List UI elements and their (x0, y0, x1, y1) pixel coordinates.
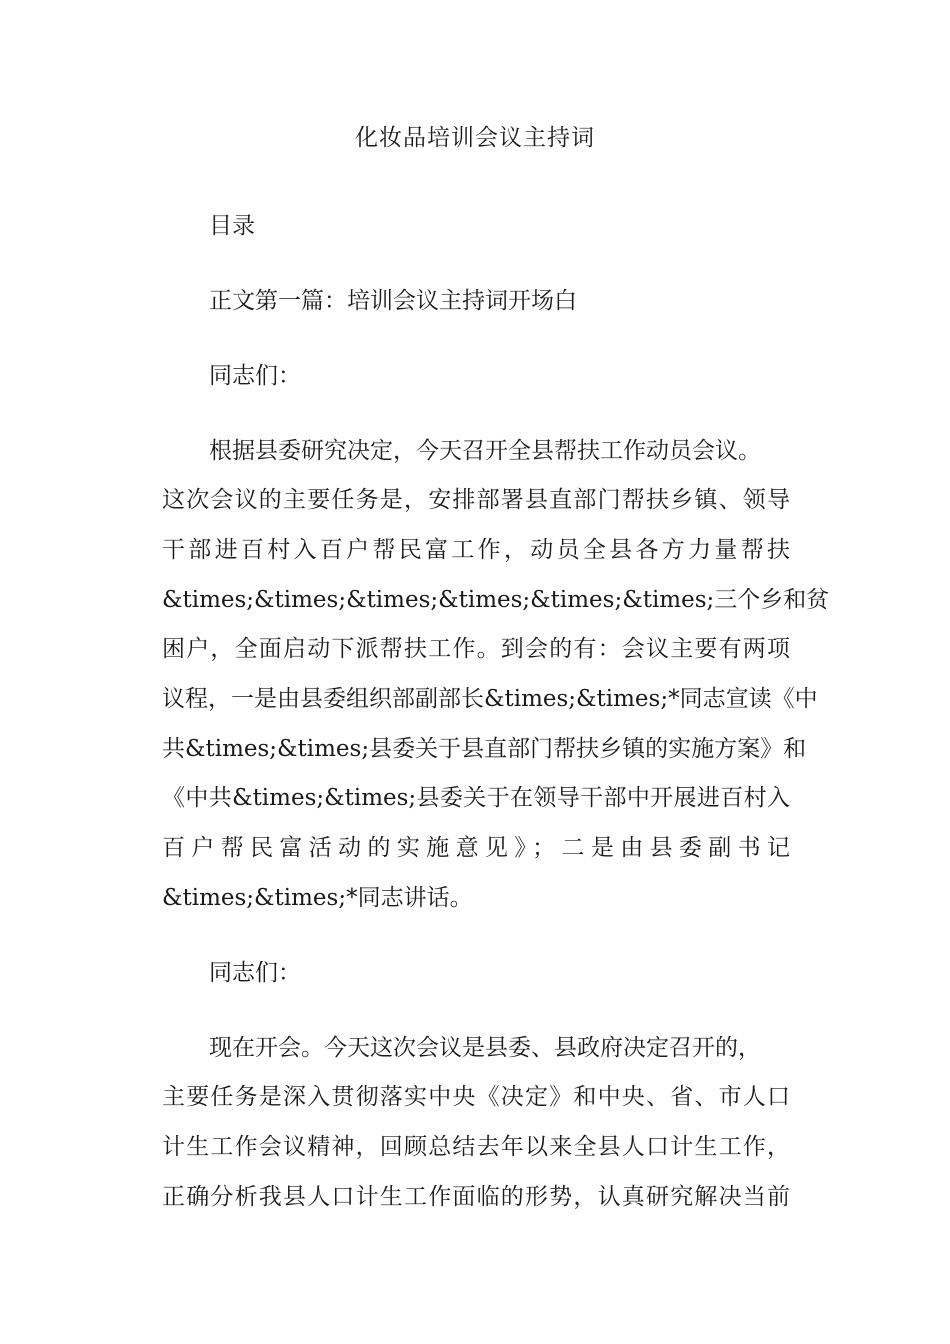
paragraph-line: 共&times;&times;县委关于县直部门帮扶乡镇的实施方案》和 (162, 736, 807, 762)
document-title: 化妆品培训会议主持词 (355, 125, 595, 151)
paragraph-line: 议程，一是由县委组织部副部长&times;&times;*同志宣读《中 (162, 686, 818, 712)
paragraph-line: 百户帮民富活动的实施意见》；二是由县委副书记 (162, 835, 790, 861)
section-heading: 正文第一篇：培训会议主持词开场白 (209, 288, 577, 314)
paragraph-line: &times;&times;&times;&times;&times;&times;三个乡和贫 (162, 587, 830, 613)
paragraph-line: 主要任务是深入贯彻落实中央《决定》和中央、省、市人口 (162, 1084, 790, 1110)
paragraph-line: 正确分析我县人口计生工作面临的形势，认真研究解决当前 (162, 1184, 790, 1210)
salutation: 同志们： (209, 363, 301, 389)
paragraph-line: 《中共&times;&times;县委关于在领导干部中开展进百村入 (162, 785, 790, 811)
paragraph-line: 干部进百村入百户帮民富工作，动员全县各方力量帮扶 (162, 537, 790, 563)
paragraph-line: 困户，全面启动下派帮扶工作。到会的有：会议主要有两项 (162, 636, 790, 662)
paragraph-line: 计生工作会议精神，回顾总结去年以来全县人口计生工作， (162, 1134, 790, 1160)
paragraph-line: 这次会议的主要任务是，安排部署县直部门帮扶乡镇、领导 (162, 487, 790, 513)
paragraph-line: 现在开会。今天这次会议是县委、县政府决定召开的， (209, 1035, 761, 1061)
toc-label: 目录 (209, 213, 255, 239)
paragraph-line: 根据县委研究决定，今天召开全县帮扶工作动员会议。 (209, 438, 761, 464)
paragraph-line: &times;&times;*同志讲话。 (162, 885, 473, 911)
salutation: 同志们： (209, 960, 301, 986)
